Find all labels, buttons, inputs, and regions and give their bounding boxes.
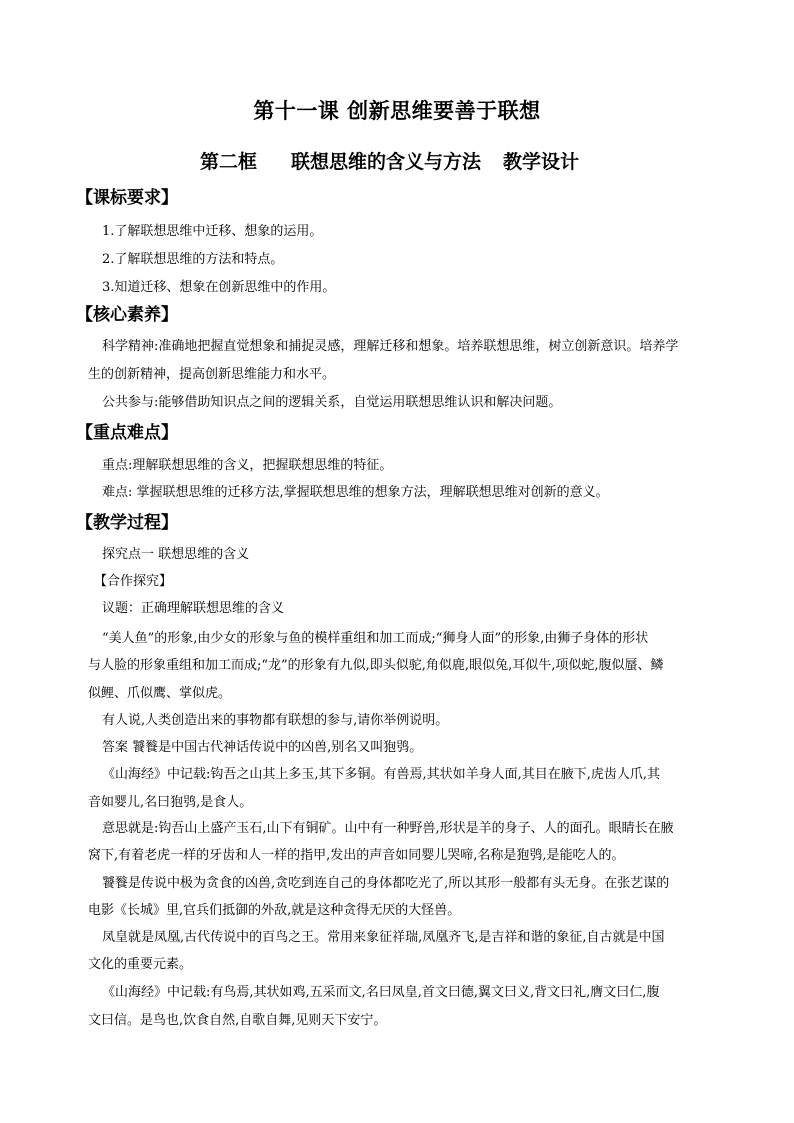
process-line: 电影《长城》里,官兵们抵御的外敌,就是这种贪得无厌的大怪兽。 [88,903,461,918]
standards-item: 2.了解联想思维的方法和特点。 [102,252,284,267]
process-line: 窝下,有着老虎一样的牙齿和人一样的指甲,发出的声音如同婴儿哭啼,名称是狍鸮,是能吃人的。 [88,848,625,863]
section-heading-literacy: 【核心素养】 [76,305,178,325]
process-line: 文曰信。是鸟也,饮食自然,自歌自舞,见则天下安宁。 [88,1013,387,1028]
process-line: 似鲤、爪似鹰、掌似虎。 [88,686,232,701]
process-line: 《山海经》中记载:有鸟焉,其状如鸡,五采而文,名曰凤皇,首文曰德,翼文曰义,背文曰礼,膺文曰仁,腹 [102,985,660,1000]
process-line: 饕餮是传说中极为贪食的凶兽,贪吃到连自己的身体都吃光了,所以其形一般都有头无身。在张艺谋的 [102,876,670,891]
standards-item: 1.了解联想思维中迁移、想象的运用。 [102,224,323,239]
process-line: 答案 饕餮是中国古代神话传说中的凶兽,别名又叫狍鸮。 [102,740,423,755]
process-line: 议题：正确理解联想思维的含义 [102,601,285,616]
process-line: 文化的重要元素。 [88,957,193,972]
keypoint-line: 重点:理解联想思维的含义，把握联想思维的特征。 [102,458,393,473]
section-heading-standards: 【课标要求】 [76,188,178,208]
lesson-title: 第十一课 创新思维要善于联想 [253,99,541,123]
keypoint-line: 难点: 掌握联想思维的迁移方法,掌握联想思维的想象方法，理解联想思维对创新的意义。 [102,485,609,500]
subtitle-frame: 第二框 [200,151,258,173]
process-line: 与人脸的形象重组和加工而成;“龙”的形象有九似,即头似驼,角似鹿,眼似兔,耳似牛,项似蛇,腹似蜃、鳞 [88,658,664,673]
standards-item: 3.知道迁移、想象在创新思维中的作用。 [102,280,336,295]
lesson-subtitle [200,148,640,176]
section-heading-keypoints: 【重点难点】 [76,423,178,443]
literacy-line: 生的创新精神，提高创新思维能力和水平。 [88,367,336,382]
process-line: 有人说,人类创造出来的事物都有联想的参与,请你举例说明。 [102,713,449,728]
process-line: 凤皇就是凤凰,古代传说中的百鸟之王。常用来象征祥瑞,凤凰齐飞,是吉祥和谐的象征,自古就是中国 [102,930,665,945]
process-line: “美人鱼”的形象,由少女的形象与鱼的模样重组和加工而成;“狮身人面”的形象,由狮子身体的形状 [102,631,649,646]
process-line: 意思就是:钩吾山上盛产玉石,山下有铜矿。山中有一种野兽,形状是羊的身子、人的面孔。眼睛长在腋 [102,821,674,836]
literacy-line: 公共参与:能够借助知识点之间的逻辑关系，自觉运用联想思维认识和解决问题。 [102,395,562,410]
literacy-line: 科学精神:准确地把握直觉想象和捕捉灵感，理解迁移和想象。培养联想思维，树立创新意识。培养学 [102,339,679,354]
subtitle-topic: 联想思维的含义与方法 [291,151,482,173]
section-heading-process: 【教学过程】 [76,513,178,533]
process-line: 《山海经》中记载:钩吾之山其上多玉,其下多铜。有兽焉,其状如羊身人面,其目在腋下,虎齿人爪,其 [102,767,661,782]
process-line: 【合作探究】 [94,574,173,589]
process-line: 探究点一 联想思维的含义 [102,547,250,562]
subtitle-type: 教学设计 [503,151,580,173]
process-line: 音如婴儿,名曰狍鸮,是食人。 [88,795,253,810]
